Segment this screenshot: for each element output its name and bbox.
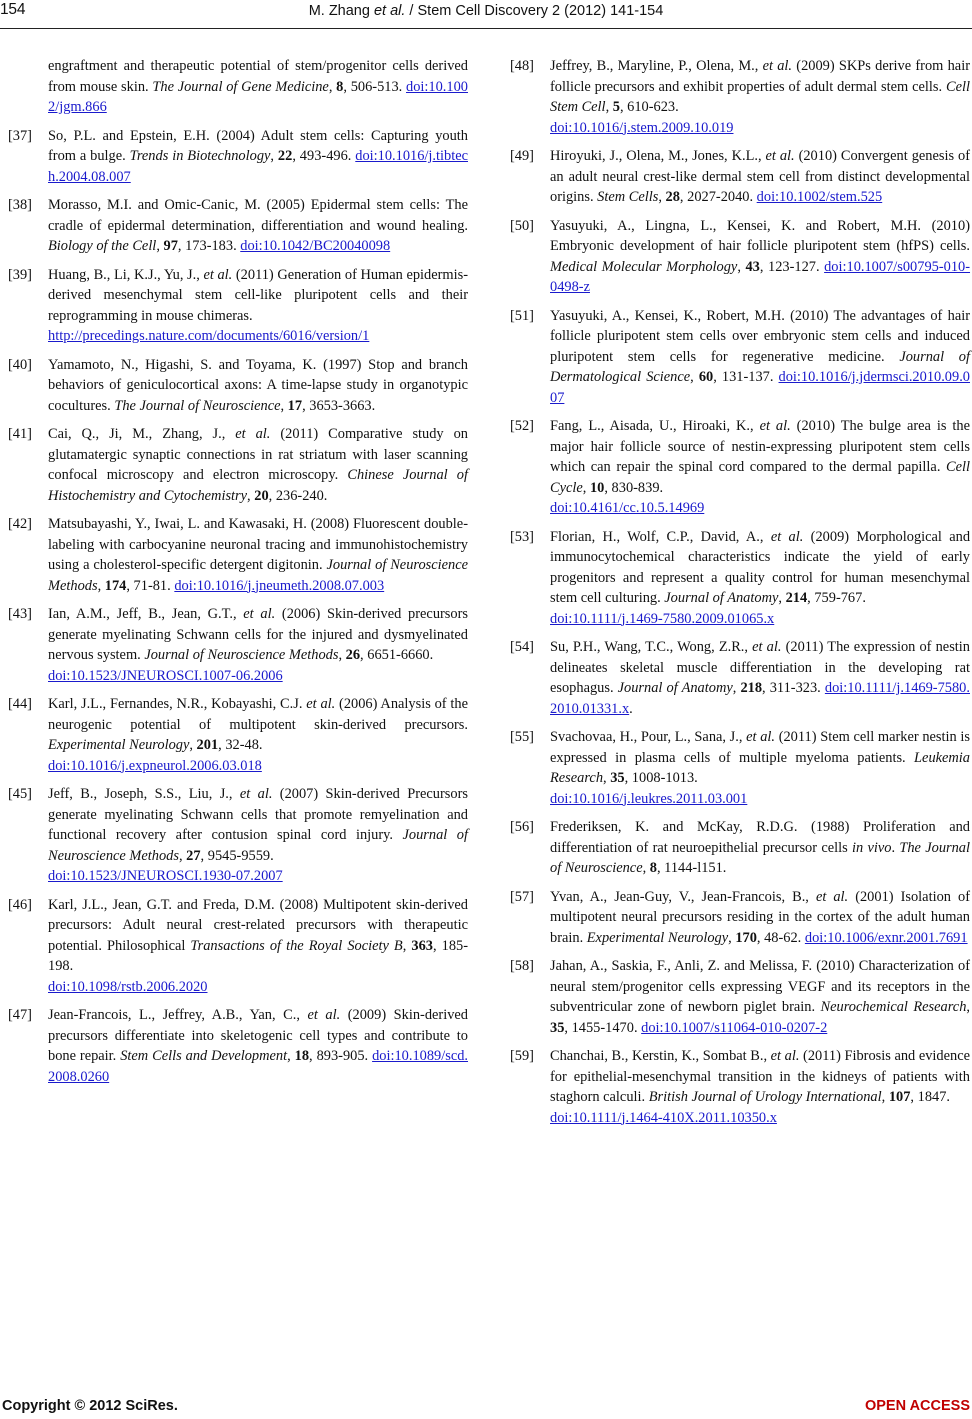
reference-italic-text: Cell Cycle bbox=[550, 459, 970, 496]
reference-italic-text: Experimental Neurology bbox=[48, 737, 190, 753]
reference-doi-link[interactable]: doi:10.1111/j.1464-410X.2011.10350.x bbox=[550, 1109, 777, 1126]
reference-italic-text: Cell Stem Cell bbox=[550, 78, 970, 115]
reference-text: engraftment and therapeutic potential of stem/progenitor cells derived from mouse skin. bbox=[48, 58, 468, 95]
reference-text: , bbox=[690, 369, 699, 385]
reference-text: , 610-623. bbox=[619, 99, 679, 115]
reference-italic-text: Journal of Anatomy bbox=[664, 590, 779, 606]
reference-text: (2009) Skin-derived precursors differentiate into skeletogenic cell types and contribute to bone repair. bbox=[48, 1007, 468, 1064]
reference-entry bbox=[510, 727, 970, 809]
reference-text: (2011) Generation of Human epidermis-derived mesenchymal stem cell-like pluripotent cells and their reprogramming in mouse chimeras. bbox=[48, 266, 468, 324]
reference-doi-link[interactable]: doi:10.1111/j.1469-7580.2010.01331.x bbox=[550, 680, 970, 717]
reference-text: , 830-839. bbox=[604, 479, 664, 496]
reference-entry bbox=[510, 956, 970, 1038]
reference-text: Karl, J.L., Fernandes, N.R., Kobayashi, C.J. bbox=[48, 696, 307, 712]
reference-text: , bbox=[156, 238, 164, 254]
reference-volume: 214 bbox=[785, 590, 808, 606]
reference-volume: 18 bbox=[294, 1048, 310, 1064]
reference-doi-link[interactable]: doi:10.1002/jgm.866 bbox=[48, 78, 468, 115]
reference-entry bbox=[510, 887, 970, 949]
reference-volume: 27 bbox=[186, 847, 201, 864]
reference-text: Karl, J.L., Jean, G.T. and Freda, D.M. (2008) Multipotent skin-derived precursors: Adult neural crest-related precursors with therapeutic potential. Philosophical bbox=[48, 896, 468, 954]
reference-text: (2006) Analysis of the neurogenic potential of multipotent skin-derived precursors. bbox=[48, 696, 468, 733]
reference-entry bbox=[8, 355, 468, 417]
reference-doi-link[interactable]: doi:10.1007/s11064-010-0207-2 bbox=[641, 1019, 828, 1036]
reference-text: , 173-183. bbox=[177, 238, 241, 254]
reference-text: , bbox=[966, 999, 970, 1015]
reference-text: , 6651-6660. bbox=[360, 647, 434, 663]
reference-italic-text: et al. bbox=[307, 1007, 341, 1023]
reference-text: , 236-240. bbox=[268, 487, 328, 504]
reference-entry bbox=[8, 265, 468, 347]
reference-volume: 35 bbox=[610, 770, 625, 786]
reference-entry bbox=[510, 637, 970, 719]
reference-entry bbox=[510, 1046, 970, 1128]
reference-text: , 759-767. bbox=[807, 590, 866, 606]
reference-italic-text: Journal of Neuroscience Methods bbox=[48, 827, 468, 864]
reference-text: , 71-81. bbox=[126, 577, 175, 594]
reference-text: , bbox=[737, 258, 746, 275]
reference-doi-link[interactable]: doi:10.1042/BC20040098 bbox=[240, 238, 391, 254]
reference-text: Ian, A.M., Jeff, B., Jean, G.T., bbox=[48, 606, 244, 622]
reference-text: Cai, Q., Ji, M., Zhang, J., bbox=[48, 426, 236, 442]
reference-entry bbox=[510, 146, 970, 208]
running-head-authors: M. Zhang bbox=[308, 3, 374, 19]
reference-volume: 43 bbox=[745, 258, 760, 275]
reference-text: Chanchai, B., Kerstin, K., Sombat B., bbox=[550, 1048, 771, 1064]
reference-doi-link[interactable]: doi:10.1016/j.tibtech.2004.08.007 bbox=[48, 148, 468, 185]
reference-entry bbox=[8, 195, 468, 257]
reference-entry bbox=[8, 784, 468, 887]
reference-italic-text: Chinese Journal of Histochemistry and Cytochemistry bbox=[48, 467, 468, 504]
reference-entry bbox=[510, 56, 970, 138]
reference-text: , bbox=[402, 937, 412, 954]
reference-text: , bbox=[189, 737, 197, 753]
reference-text: (2011) Stem cell marker nestin is expressed in plasma cells of multiple myeloma patients. bbox=[550, 729, 970, 766]
reference-italic-text: The Journal of Gene Medicine bbox=[152, 78, 329, 95]
reference-italic-text: Journal of Dermatological Science bbox=[550, 348, 971, 385]
reference-text: Morasso, M.I. and Omic-Canic, M. (2005) Epidermal stem cells: The cradle of epidermal determination, differentiation and wound healing. bbox=[48, 197, 468, 234]
reference-italic-text: Trends in Biotechnology bbox=[129, 148, 271, 164]
reference-volume: 26 bbox=[345, 647, 361, 663]
reference-italic-text: Journal of Neuroscience Methods bbox=[144, 647, 339, 663]
reference-volume: 97 bbox=[163, 238, 178, 254]
reference-volume: 17 bbox=[287, 397, 303, 414]
reference-entry bbox=[8, 126, 468, 188]
reference-volume: 22 bbox=[277, 148, 293, 164]
reference-text: (2011) Comparative study on glutamatergic synaptic connections in rat striatum with laser scanning confocal microscopy and electron microscopy. bbox=[48, 426, 468, 483]
reference-volume: 60 bbox=[698, 369, 714, 385]
running-head-et-al: et al. bbox=[373, 3, 406, 19]
reference-italic-text: et al. bbox=[306, 696, 336, 712]
reference-text: , bbox=[97, 577, 105, 594]
reference-text: (2010) The bulge area is the major hair follicle source of nestin-expressing pluripotent stem cells which can repair the spinal cord compared to the dermal papilla. bbox=[550, 418, 971, 475]
reference-volume: 20 bbox=[254, 487, 269, 504]
reference-text: , 893-905. bbox=[309, 1048, 373, 1064]
reference-italic-text: et al. bbox=[770, 528, 804, 545]
reference-italic-text: et al. bbox=[243, 606, 276, 622]
reference-text: Yasuyuki, A., Lingna, L., Kensei, K. and Robert, M.H. (2010) Embryonic development of hair follicle pluripotent stem (hfPS) cells. bbox=[550, 217, 970, 254]
reference-italic-text: Biology of the Cell bbox=[48, 238, 157, 254]
reference-number: [47] bbox=[8, 1007, 32, 1023]
reference-text: , 506-513. bbox=[343, 78, 407, 95]
reference-number: [50] bbox=[510, 217, 534, 234]
reference-italic-text: et al. bbox=[235, 426, 271, 442]
reference-volume: 218 bbox=[740, 680, 763, 696]
reference-text: , bbox=[778, 590, 786, 606]
reference-text: Su, P.H., Wang, T.C., Wong, Z.R., bbox=[550, 639, 753, 655]
reference-text: Yamamoto, N., Higashi, S. and Toyama, K. (1997) Stop and branch behaviors of geniculocortical axons: A time-lapse study in organotypic cocultures. bbox=[48, 356, 468, 414]
reference-number: [42] bbox=[8, 516, 32, 532]
reference-italic-text: et al. bbox=[815, 888, 849, 905]
reference-volume: 170 bbox=[735, 929, 757, 946]
reference-text: Hiroyuki, J., Olena, M., Jones, K.L., bbox=[550, 148, 766, 164]
reference-volume: 201 bbox=[196, 737, 219, 753]
running-head-journal: / Stem Cell Discovery 2 (2012) 141-154 bbox=[405, 3, 664, 19]
reference-text: , bbox=[270, 148, 278, 164]
reference-text: (2011) Fibrosis and evidence for epithelial-mesenchymal transition in the kidneys of patients with staghorn calculi. bbox=[550, 1048, 970, 1105]
reference-text: (2007) Skin-derived Precursors generate myelinating Schwann cells that promote remyelination and functional recovery after contusion spinal cord injury. bbox=[48, 786, 468, 843]
reference-italic-text: et al. bbox=[759, 418, 791, 434]
reference-doi-link[interactable]: doi:10.1016/j.jdermsci.2010.09.007 bbox=[550, 369, 970, 406]
reference-entry bbox=[510, 527, 971, 630]
reference-doi-link[interactable]: doi:10.1016/j.stem.2009.10.019 bbox=[550, 119, 734, 136]
reference-text: Jahan, A., Saskia, F., Anli, Z. and Melissa, F. (2010) Characterization of neural stem/progenitor cells expressing VEGF and its receptors in the subventricular zone of newborn piglet brain. bbox=[550, 958, 970, 1015]
reference-text: (2010) Convergent genesis of an adult neural crest-like dermal stem cell from distinct developmental origins. bbox=[550, 148, 970, 205]
reference-entry bbox=[510, 817, 971, 879]
reference-number: [43] bbox=[8, 606, 32, 622]
reference-text: , 131-137. bbox=[713, 369, 779, 385]
reference-doi-link[interactable]: doi:10.1016/j.jneumeth.2008.07.003 bbox=[174, 577, 385, 594]
reference-text: (2001) Isolation of multipotent neural precursors residing in the cortex of the adult human brain. bbox=[550, 888, 970, 946]
page-header bbox=[0, 0, 972, 30]
page-footer bbox=[0, 1394, 972, 1416]
reference-text: So, P.L. and Epstein, E.H. (2004) Adult stem cells: Capturing youth from a bulge. bbox=[48, 127, 468, 164]
reference-text: , 1847. bbox=[910, 1089, 950, 1105]
reference-text: (2011) The expression of nestin delineates skeletal muscle differentiation in the developing rat esophagus. bbox=[550, 639, 970, 696]
reference-text: , 493-496. bbox=[292, 148, 356, 164]
reference-number: [40] bbox=[8, 356, 32, 373]
reference-number: [45] bbox=[8, 786, 32, 802]
reference-trailing-punct: . bbox=[629, 700, 633, 717]
reference-text: , bbox=[728, 929, 736, 946]
reference-text: Jeffrey, B., Maryline, P., Olena, M., bbox=[550, 58, 763, 74]
reference-text: , bbox=[328, 78, 337, 95]
reference-text: Huang, B., Li, K.J., Yu, J., bbox=[48, 266, 204, 283]
reference-italic-text: Transactions of the Royal Society B bbox=[190, 937, 403, 954]
reference-text: Frederiksen, K. and McKay, R.D.G. (1988) Proliferation and differentiation of rat neuroepithelial precursor cells bbox=[550, 819, 970, 856]
reference-text: , bbox=[247, 487, 255, 504]
reference-doi-link[interactable]: doi:10.1089/scd.2008.0260 bbox=[48, 1048, 469, 1085]
reference-number: [44] bbox=[8, 696, 32, 712]
reference-volume: 5 bbox=[612, 99, 620, 115]
reference-italic-text: Journal of Neuroscience Methods bbox=[48, 557, 468, 594]
reference-italic-text: et al. bbox=[765, 148, 795, 164]
reference-doi-link[interactable]: doi:10.1016/j.expneurol.2006.03.018 bbox=[48, 757, 262, 774]
reference-entry bbox=[8, 1005, 469, 1087]
reference-volume: 8 bbox=[336, 78, 344, 95]
reference-italic-text: Stem Cells and Development bbox=[120, 1048, 288, 1064]
reference-doi-link[interactable]: doi:10.1007/s00795-010-0498-z bbox=[550, 258, 971, 295]
reference-text: , 123-127. bbox=[759, 258, 825, 275]
reference-italic-text: Leukemia Research bbox=[550, 749, 970, 786]
reference-text: Yvan, A., Jean-Guy, V., Jean-Francois, B., bbox=[550, 888, 816, 905]
reference-text: , 1455-1470. bbox=[564, 1019, 642, 1036]
reference-entry bbox=[8, 514, 468, 596]
reference-text: Matsubayashi, Y., Iwai, L. and Kawasaki, H. (2008) Fluorescent double-labeling with carbocyanine neuronal tracing and immunohistochemistry using a cholesterol-specific detergent digitonin. bbox=[48, 516, 468, 573]
reference-doi-link[interactable]: doi:10.1111/j.1469-7580.2009.01065.x bbox=[550, 610, 775, 627]
reference-entry bbox=[8, 424, 468, 506]
reference-number: [46] bbox=[8, 896, 32, 913]
reference-text: Jeff, B., Joseph, S.S., Liu, J., bbox=[48, 786, 240, 802]
reference-italic-text: et al. bbox=[746, 729, 776, 745]
reference-number: [49] bbox=[510, 148, 534, 164]
reference-text: , 1008-1013. bbox=[624, 770, 698, 786]
reference-number: [53] bbox=[510, 528, 534, 545]
reference-number: [55] bbox=[510, 729, 534, 745]
header-rule bbox=[0, 28, 972, 29]
reference-italic-text: Neurochemical Research bbox=[820, 999, 967, 1015]
reference-doi-link[interactable]: doi:10.1523/JNEUROSCI.1930-07.2007 bbox=[48, 868, 283, 884]
reference-text: , 48-62. bbox=[756, 929, 805, 946]
reference-number: [57] bbox=[510, 888, 534, 905]
reference-number: [59] bbox=[510, 1048, 534, 1064]
reference-entry bbox=[510, 416, 971, 519]
reference-volume: 363 bbox=[411, 937, 433, 954]
running-head bbox=[0, 3, 972, 19]
reference-text: , bbox=[280, 397, 288, 414]
copyright-notice: Copyright © 2012 SciRes. bbox=[2, 1398, 178, 1414]
reference-text: , 3653-3663. bbox=[302, 397, 376, 414]
reference-text: Fang, L., Aisada, U., Hiroaki, K., bbox=[550, 418, 760, 434]
reference-column-right bbox=[510, 56, 971, 1136]
reference-text: , 2027-2040. bbox=[679, 189, 757, 205]
reference-text: , bbox=[582, 479, 590, 496]
reference-doi-link[interactable]: doi:10.1002/stem.525 bbox=[756, 189, 883, 205]
reference-volume: 35 bbox=[550, 1019, 565, 1036]
reference-italic-text: Experimental Neurology bbox=[586, 929, 729, 946]
reference-text: (2006) Skin-derived precursors generate myelinating Schwann cells for the injured and dysmyelinated nervous system. bbox=[48, 606, 468, 663]
reference-italic-text: The Journal of Neuroscience bbox=[114, 397, 281, 414]
reference-text: , bbox=[605, 99, 613, 115]
reference-doi-link[interactable]: http://precedings.nature.com/documents/6016/version/1 bbox=[48, 328, 370, 344]
reference-text: , 9545-9559. bbox=[200, 847, 274, 864]
reference-text: , bbox=[287, 1048, 295, 1064]
reference-italic-text: et al. bbox=[762, 58, 793, 74]
reference-text: (2009) SKPs derive from hair follicle precursors and exhibit properties of adult dermal stem cells. bbox=[550, 58, 970, 95]
reference-number: [51] bbox=[510, 307, 534, 324]
reference-italic-text: British Journal of Urology International bbox=[648, 1089, 882, 1105]
reference-number: [38] bbox=[8, 197, 32, 213]
reference-doi-link[interactable]: doi:10.1016/j.leukres.2011.03.001 bbox=[550, 790, 748, 807]
reference-number: [52] bbox=[510, 418, 534, 434]
reference-number: [39] bbox=[8, 266, 32, 283]
reference-text: Jean-Francois, L., Jeffrey, A.B., Yan, C., bbox=[48, 1007, 308, 1023]
reference-text: , bbox=[178, 847, 187, 864]
reference-text: , bbox=[338, 647, 346, 663]
reference-text: (2009) Morphological and immunocytochemical characteristics indicate the yield of early progenitors and represent a quality control for human mesenchymal stem cell culturing. bbox=[550, 528, 971, 606]
reference-italic-text: et al. bbox=[239, 786, 273, 802]
reference-entry bbox=[510, 216, 971, 298]
reference-text: , bbox=[658, 189, 666, 205]
reference-text: , 32-48. bbox=[218, 737, 263, 753]
reference-number: [37] bbox=[8, 127, 32, 144]
reference-text: , bbox=[881, 1089, 889, 1105]
reference-text: Svachovaa, H., Pour, L., Sana, J., bbox=[550, 729, 747, 745]
reference-italic-text: Journal of Anatomy bbox=[617, 680, 733, 696]
reference-doi-link[interactable]: doi:10.1523/JNEUROSCI.1007-06.2006 bbox=[48, 667, 283, 684]
reference-italic-text: in vivo bbox=[852, 839, 892, 856]
reference-number: [58] bbox=[510, 958, 534, 974]
reference-italic-text: et al. bbox=[752, 639, 782, 655]
reference-number: [48] bbox=[510, 58, 534, 74]
reference-italic-text: The Journal of Neuroscience bbox=[550, 839, 971, 876]
reference-text: Yasuyuki, A., Kensei, K., Robert, M.H. (2010) The advantages of hair follicle pluripotent stem cells over embryonic stem cells and induced pluripotent stem cells for regenerative medicine. bbox=[550, 307, 970, 365]
reference-entry bbox=[8, 694, 468, 776]
reference-volume: 28 bbox=[665, 189, 680, 205]
reference-entry bbox=[8, 604, 468, 686]
reference-number: [56] bbox=[510, 819, 534, 835]
reference-number: [41] bbox=[8, 426, 32, 442]
reference-volume: 174 bbox=[104, 577, 127, 594]
open-access-label: OPEN ACCESS bbox=[864, 1398, 970, 1414]
reference-entry bbox=[48, 56, 468, 118]
reference-number: [54] bbox=[510, 639, 534, 655]
reference-text: , bbox=[732, 680, 741, 696]
reference-volume: 8 bbox=[649, 860, 657, 876]
reference-text: , bbox=[642, 860, 650, 876]
reference-text: . bbox=[891, 839, 900, 856]
reference-text: , bbox=[603, 770, 611, 786]
reference-text: , 311-323. bbox=[762, 680, 825, 696]
reference-doi-link[interactable]: doi:10.1006/exnr.2001.7691 bbox=[804, 929, 968, 946]
reference-italic-text: Stem Cells bbox=[597, 189, 659, 205]
reference-entry bbox=[8, 895, 468, 998]
reference-italic-text: et al. bbox=[770, 1048, 800, 1064]
reference-text: Florian, H., Wolf, C.P., David, A., bbox=[550, 528, 771, 545]
reference-column-left bbox=[8, 56, 469, 1095]
reference-entry bbox=[510, 306, 971, 409]
reference-doi-link[interactable]: doi:10.1098/rstb.2006.2020 bbox=[48, 978, 208, 995]
reference-doi-link[interactable]: doi:10.4161/cc.10.5.14969 bbox=[550, 500, 705, 516]
reference-volume: 10 bbox=[589, 479, 605, 496]
reference-volume: 107 bbox=[888, 1089, 911, 1105]
reference-italic-text: et al. bbox=[203, 266, 233, 283]
reference-text: , 1144-l151. bbox=[656, 860, 727, 876]
page-number: 154 bbox=[0, 1, 26, 18]
reference-text: , 185-198. bbox=[48, 937, 468, 974]
reference-italic-text: Medical Molecular Morphology bbox=[550, 258, 738, 275]
